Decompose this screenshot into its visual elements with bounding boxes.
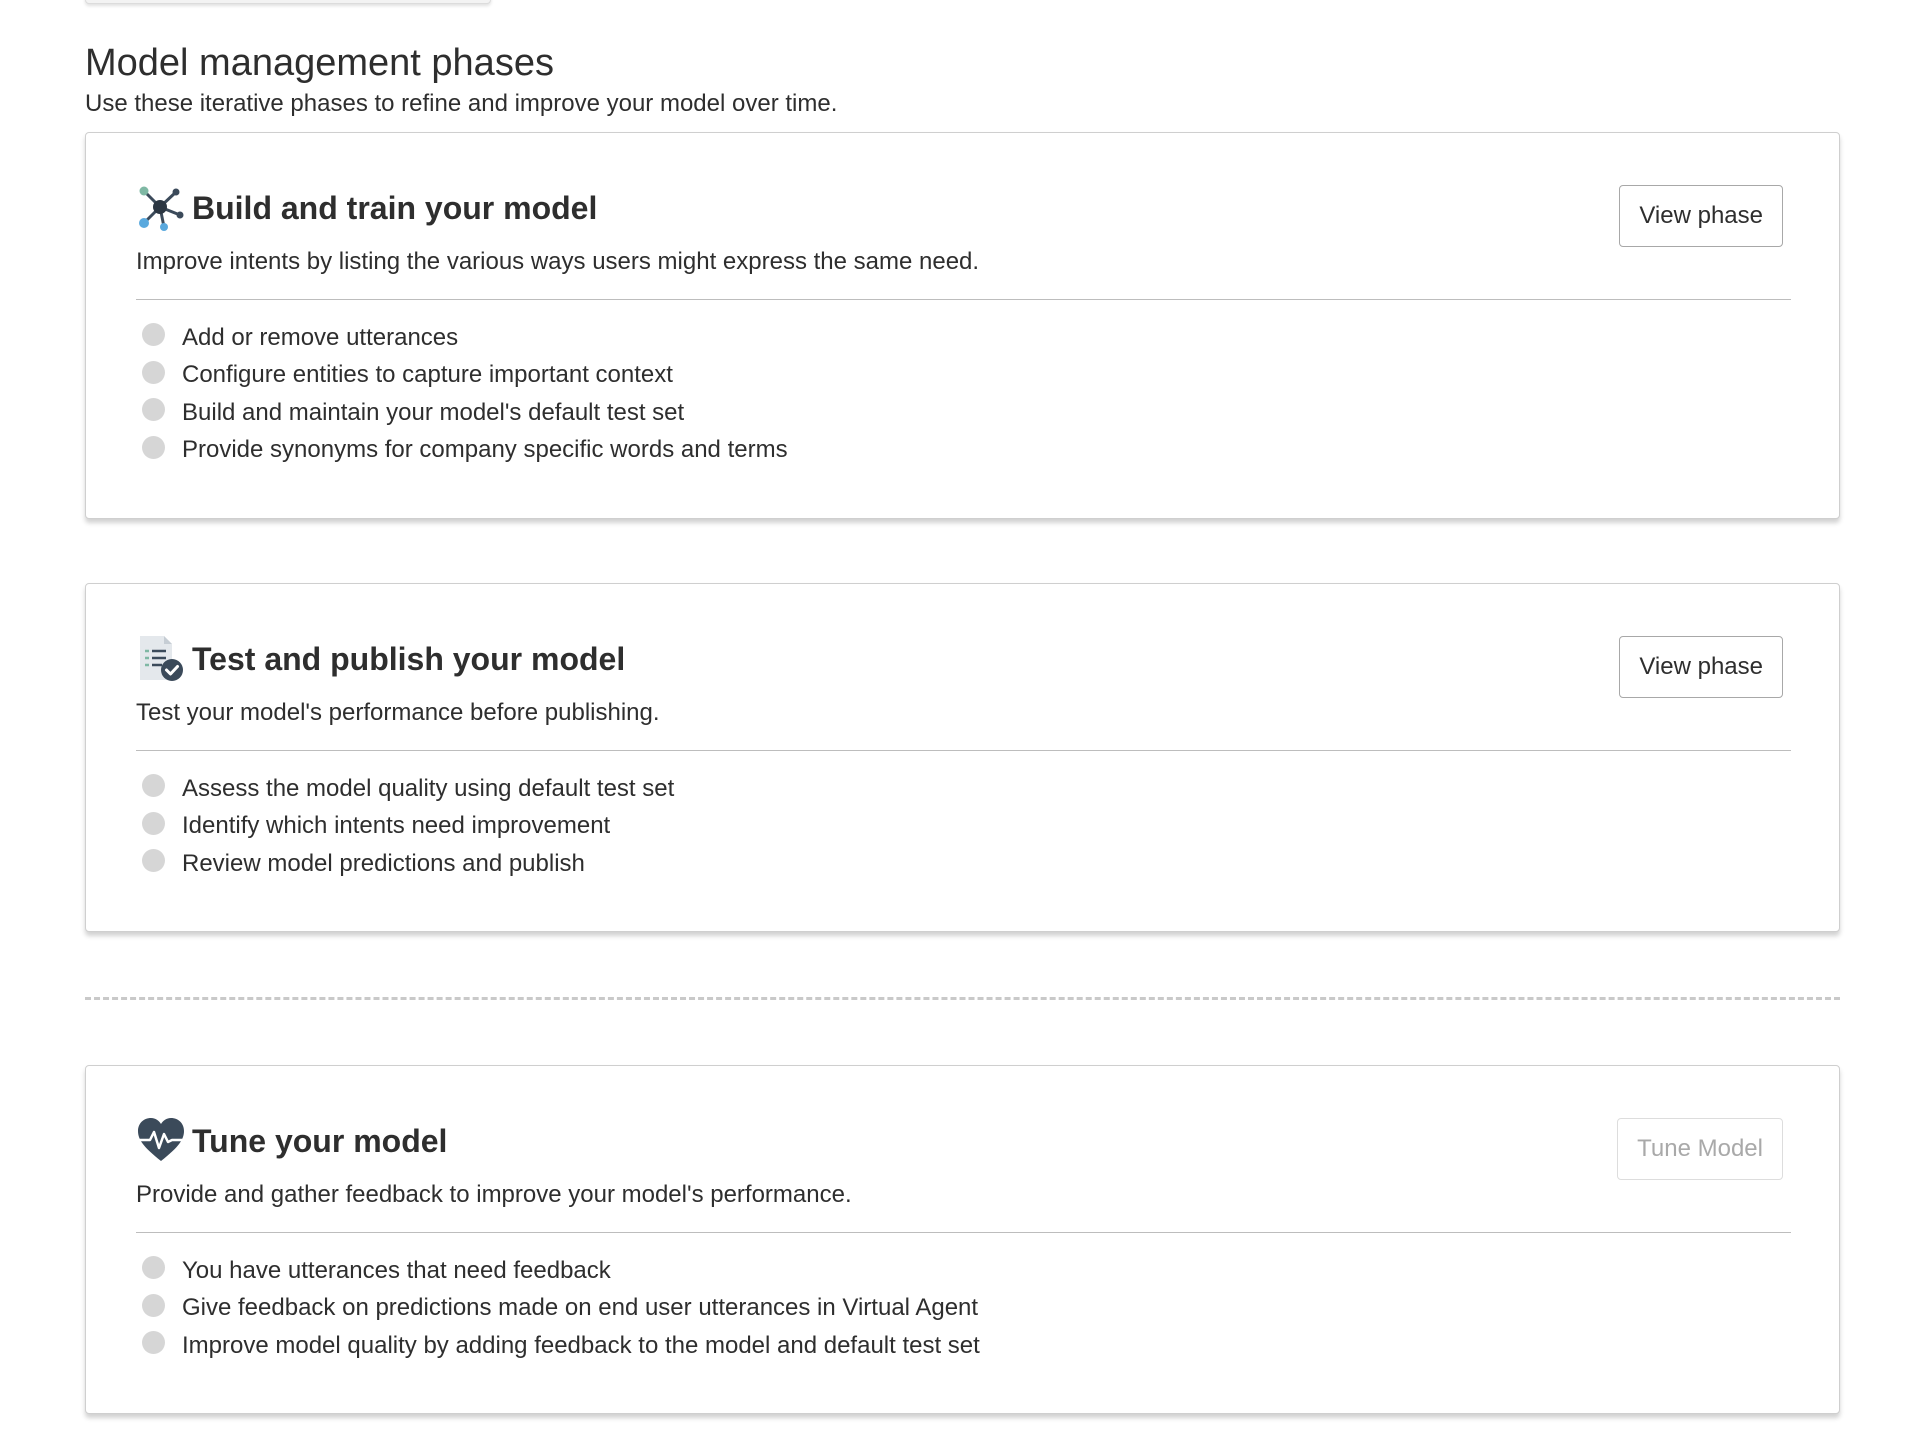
list-item-label: Add or remove utterances [182, 323, 459, 351]
list-item-label: Configure entities to capture important context [182, 361, 673, 389]
card-description: Improve intents by listing the various ways users might express the same need. [136, 248, 980, 275]
view-phase-button[interactable]: View phase [1619, 185, 1783, 247]
status-dot-icon [142, 849, 165, 872]
list-item [142, 1252, 980, 1290]
list-item [142, 770, 674, 808]
card-header [136, 634, 625, 684]
list-item-label: You have utterances that need feedback [182, 1256, 611, 1284]
status-dot-icon [142, 1294, 165, 1317]
list-item-label: Build and maintain your model's default test set [182, 398, 685, 426]
page-subtitle: Use these iterative phases to refine and improve your model over time. [85, 90, 838, 117]
card-header [136, 183, 597, 233]
page-title: Model management phases [85, 42, 554, 84]
list-item-label: Assess the model quality using default test set [182, 774, 675, 802]
document-check-icon [136, 634, 186, 684]
status-dot-icon [142, 1331, 165, 1354]
list-item-label: Improve model quality by adding feedback to the model and default test set [182, 1331, 980, 1359]
status-dot-icon [142, 436, 165, 459]
list-item-label: Identify which intents need improvement [182, 812, 611, 840]
model-management-page [85, 38, 1840, 120]
list-item [142, 808, 674, 846]
status-dot-icon [142, 361, 165, 384]
divider [136, 299, 1791, 300]
tune-model-button[interactable]: Tune Model [1617, 1118, 1783, 1180]
list-item-label: Provide synonyms for company specific words and terms [182, 436, 788, 464]
status-dot-icon [142, 323, 165, 346]
list-item [142, 1327, 980, 1365]
card-title: Test and publish your model [192, 640, 626, 677]
card-description: Test your model's performance before publishing. [136, 699, 660, 726]
list-item-label: Review model predictions and publish [182, 849, 585, 877]
card-title: Tune your model [192, 1122, 448, 1159]
status-dot-icon [142, 398, 165, 421]
previous-panel-edge [85, 0, 491, 4]
list-item-label: Give feedback on predictions made on end user utterances in Virtual Agent [182, 1294, 979, 1322]
task-list [142, 770, 674, 883]
divider [136, 750, 1791, 751]
network-nodes-icon [136, 183, 186, 233]
task-list [142, 319, 788, 469]
card-title: Build and train your model [192, 189, 598, 226]
phase-card-test-publish [85, 583, 1840, 932]
list-item [142, 845, 674, 883]
view-phase-button[interactable]: View phase [1619, 636, 1783, 698]
status-dot-icon [142, 812, 165, 835]
divider [136, 1232, 1791, 1233]
list-item [142, 432, 788, 470]
phase-card-build-train [85, 132, 1840, 519]
heart-pulse-icon [136, 1116, 186, 1166]
list-item [142, 319, 788, 357]
card-header [136, 1116, 447, 1166]
status-dot-icon [142, 1256, 165, 1279]
status-dot-icon [142, 774, 165, 797]
task-list [142, 1252, 980, 1365]
card-description: Provide and gather feedback to improve your model's performance. [136, 1181, 852, 1208]
list-item [142, 1290, 980, 1328]
list-item [142, 357, 788, 395]
phase-card-tune [85, 1065, 1840, 1414]
list-item [142, 394, 788, 432]
section-separator [85, 997, 1840, 1000]
